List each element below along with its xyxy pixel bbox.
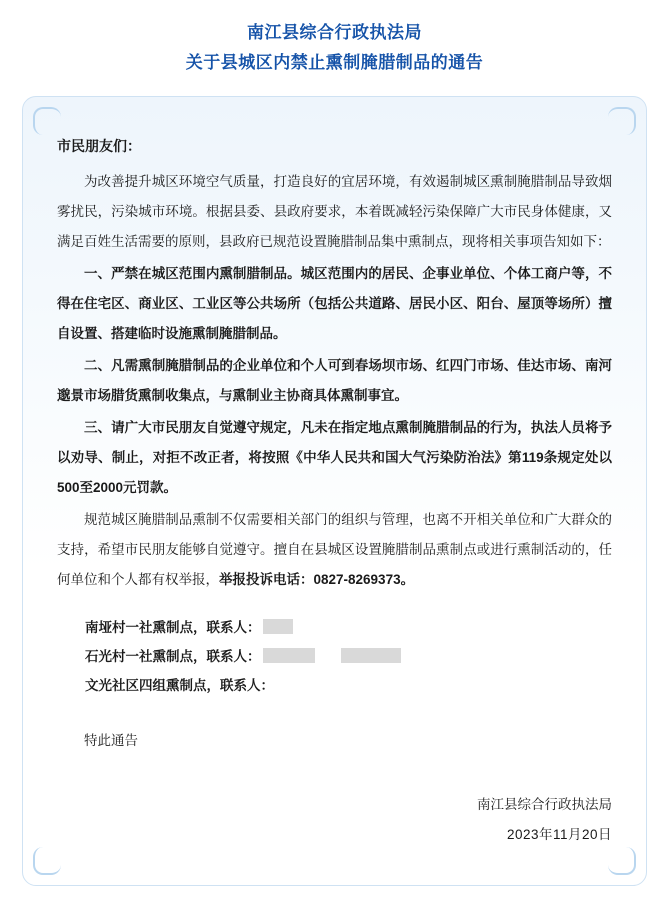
corner-decoration-top-right <box>608 107 636 135</box>
paragraph-intro: 为改善提升城区环境空气质量，打造良好的宜居环境，有效遏制城区熏制腌腊制品导致烟雾扰民，污染城市环境。根据县委、县政府要求，本着既减轻污染保障广大市民身体健康，又满足百姓生活需要的原则，县政府已规范设置腌腊制品集中熏制点，现将相关事项告知如下： <box>57 174 612 249</box>
contact-label: 石光村一社熏制点，联系人： <box>85 649 261 664</box>
document-header <box>0 0 669 88</box>
list-item <box>85 613 612 642</box>
corner-decoration-bottom-right <box>608 847 636 875</box>
paragraph-item-two-locations: 可到春场坝市场、红四门市场、佳达市场、南河邈景市场腊货熏制收集点 <box>57 358 613 403</box>
closing-statement: 特此通告 <box>84 733 138 748</box>
signature-date: 2023年11月20日 <box>506 827 612 842</box>
contact-label: 南垭村一社熏制点，联系人： <box>85 620 261 635</box>
paragraph-item-one-text: 一、严禁在城区范围内熏制腊制品。城区范围内的居民、企事业单位、个体工商户等，不得在住宅区、商业区、工业区等公共场所（包括公共道路、居民小区、阳台、屋顶等场所）擅自设置、搭建临时设施熏制腌腊制品。 <box>57 266 612 341</box>
paragraph-item-one <box>57 259 612 349</box>
paragraph-item-three-text: 三、请广大市民朋友自觉遵守规定，凡未在指定地点熏制腌腊制品的行为，执法人员将予以劝导、制止，对拒不改正者，将按照《中华人民共和国大气污染防治法》第119条规定处以500至2000元罚款。 <box>57 420 612 495</box>
paragraph-item-two-prefix: 二、凡需熏制腌腊制品的企业单位和个人 <box>84 358 328 373</box>
signature-block <box>57 790 612 850</box>
corner-decoration-bottom-left <box>33 847 61 875</box>
paragraph-report-text: 规范城区腌腊制品熏制不仅需要相关部门的组织与管理，也离不开相关单位和广大群众的支持，希望市民朋友能够自觉遵守。擅自在县城区设置腌腊制品熏制点或进行熏制活动的，任何单位和个人都有权举报， <box>57 512 612 587</box>
notice-body <box>57 131 612 850</box>
redacted-block <box>263 619 293 634</box>
corner-decoration-top-left <box>33 107 61 135</box>
redacted-block <box>263 648 315 663</box>
contact-label: 文光社区四组熏制点，联系人： <box>85 678 274 693</box>
paragraph-item-two-suffix: ，与熏制业主协商具体熏制事宜。 <box>205 388 408 403</box>
list-item <box>85 642 612 671</box>
paragraph-item-three <box>57 413 612 503</box>
list-item <box>85 671 612 700</box>
notice-card <box>22 96 647 886</box>
signature-organization: 南江县综合行政执法局 <box>477 797 612 812</box>
redacted-block <box>341 648 401 663</box>
report-phone-text: 举报投诉电话：0827-8269373。 <box>219 572 415 587</box>
page-title-line-1: 南江县综合行政执法局 <box>247 23 422 42</box>
page-title-line-2: 关于县城区内禁止熏制腌腊制品的通告 <box>185 53 484 72</box>
salutation: 市民朋友们： <box>57 138 141 154</box>
paragraph-report <box>57 505 612 595</box>
paragraph-item-two <box>57 351 612 411</box>
contact-list <box>57 613 612 700</box>
